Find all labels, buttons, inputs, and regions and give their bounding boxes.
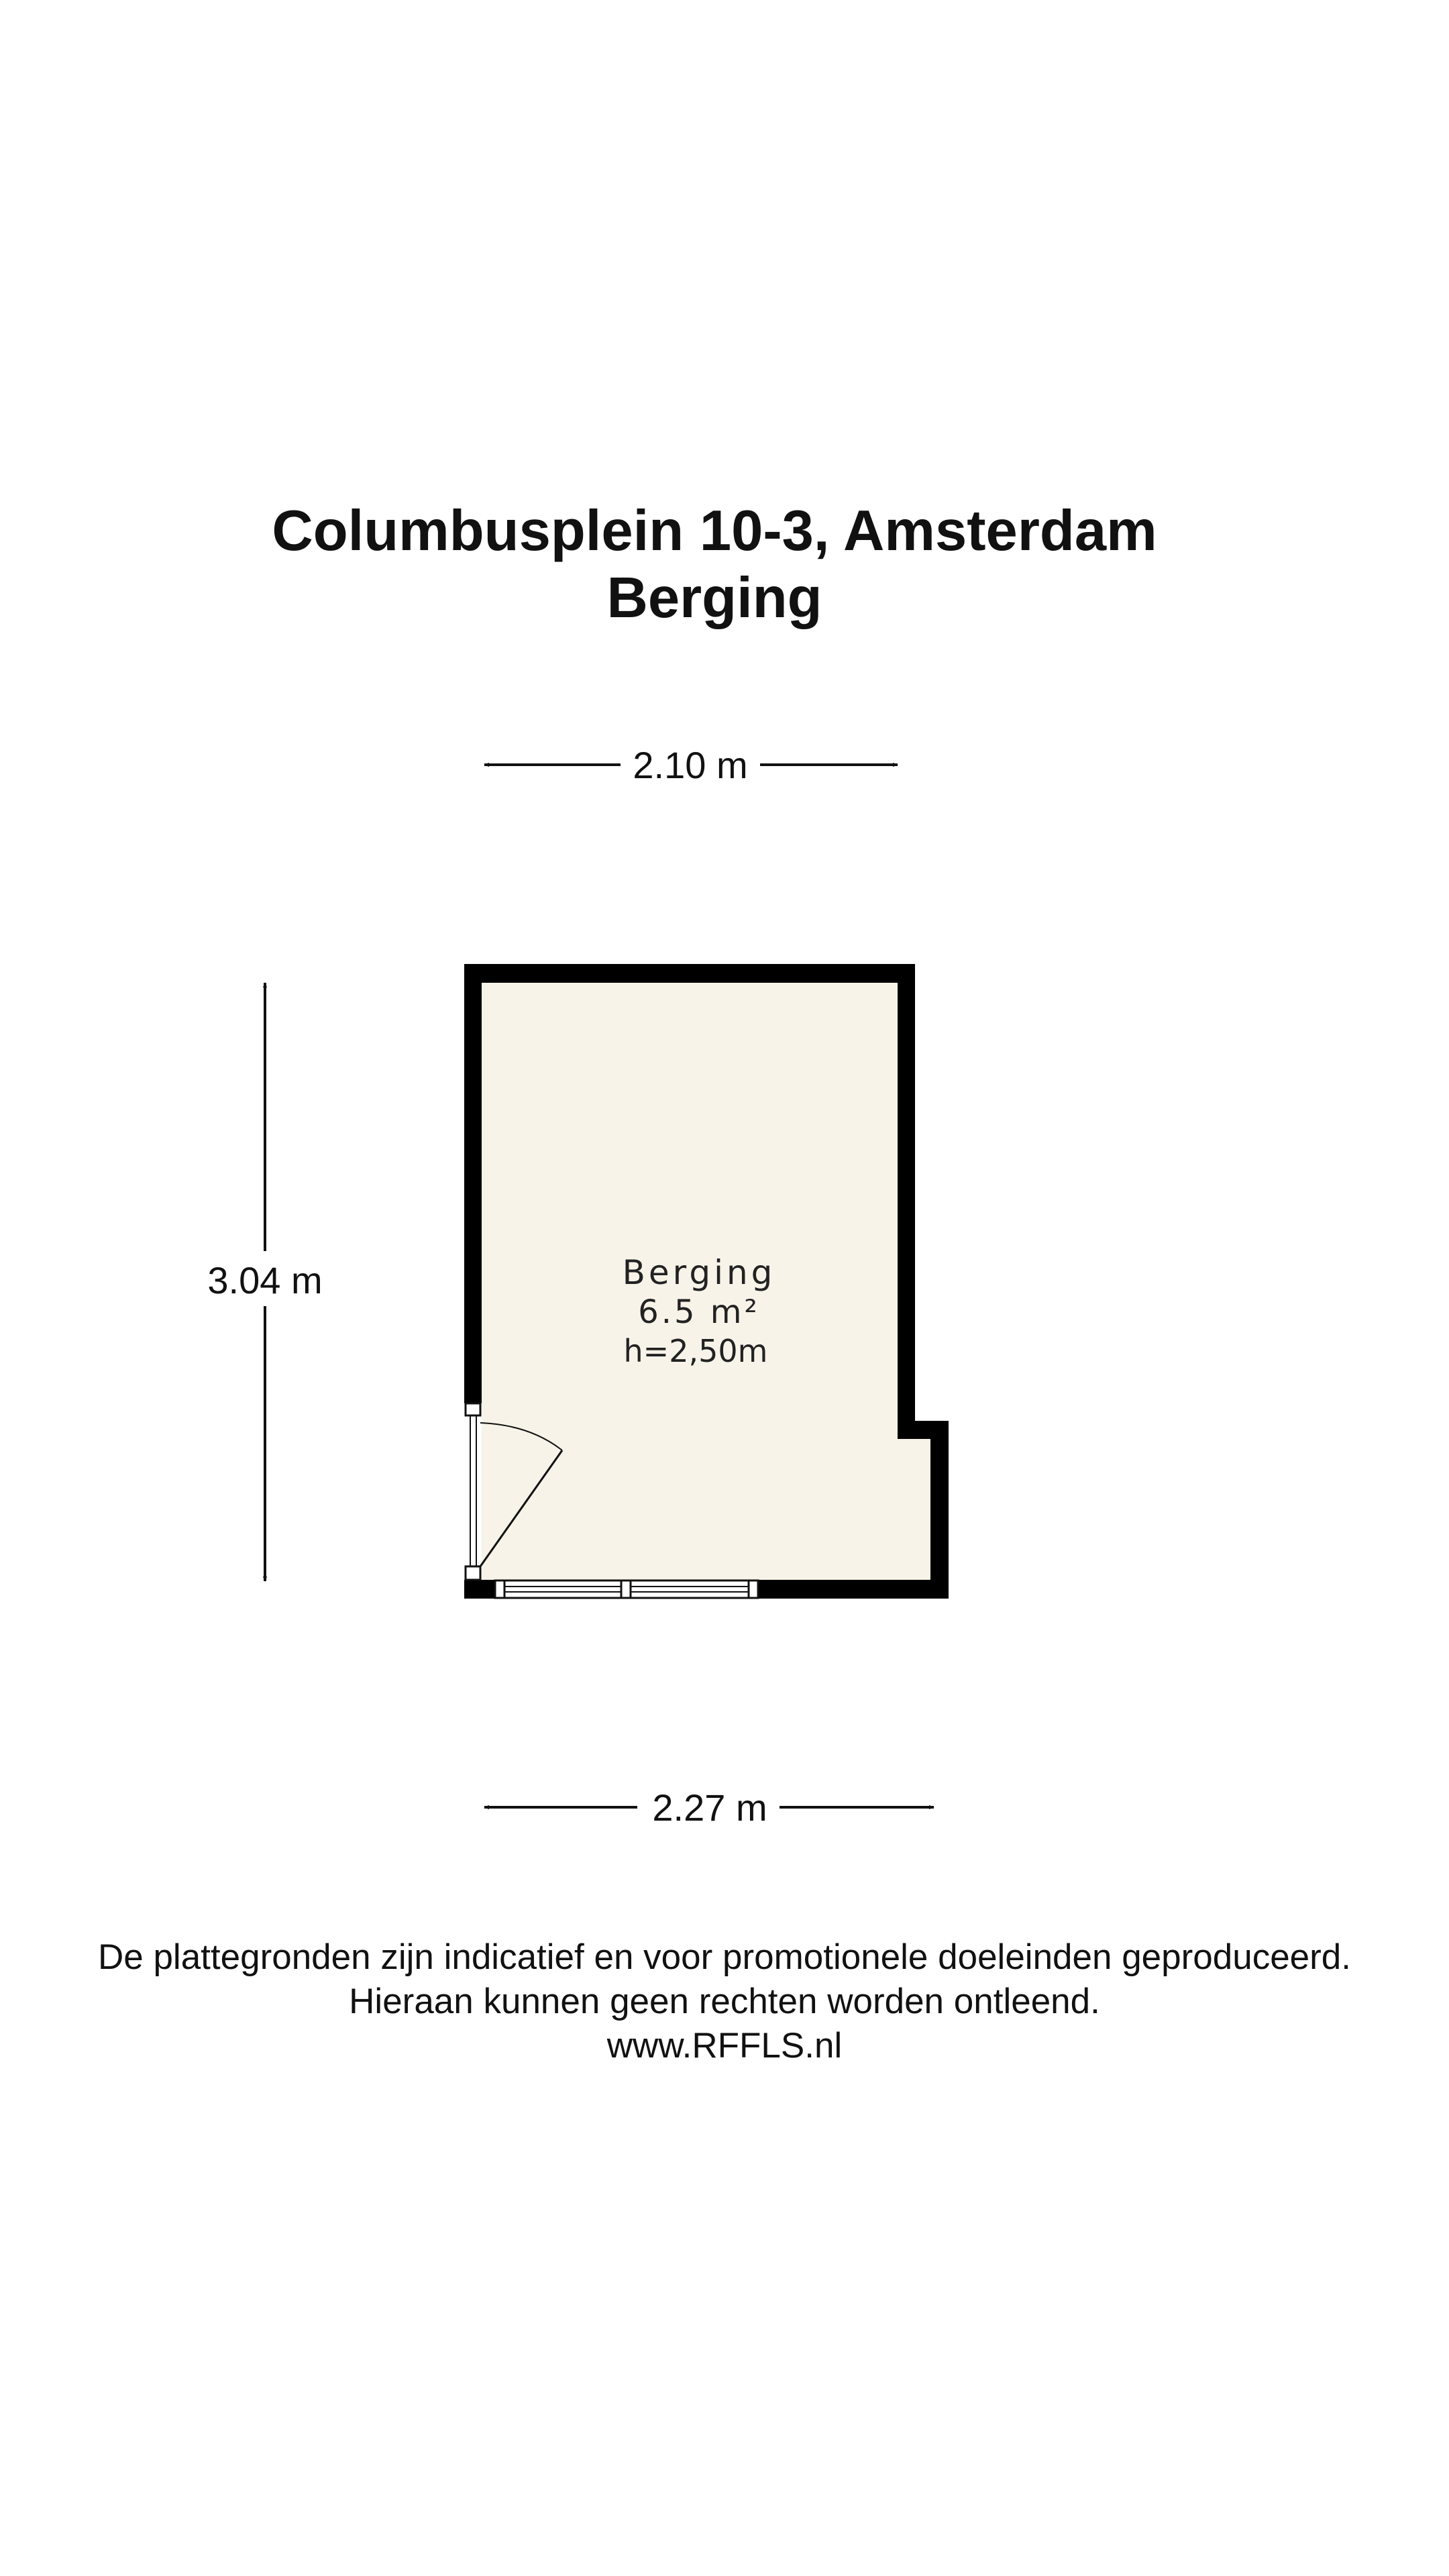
- wall-bottom-right: [758, 1580, 949, 1599]
- window-jamb-right: [749, 1580, 758, 1598]
- room-label: [623, 1253, 776, 1369]
- website-link[interactable]: www.RFFLS.nl: [606, 2026, 843, 2065]
- door-jamb-bottom: [466, 1566, 480, 1580]
- window-mullion: [621, 1580, 631, 1598]
- dimension-top-label: 2.10 m: [633, 744, 748, 786]
- dimension-left-label: 3.04 m: [207, 1259, 323, 1301]
- dimension-top: [484, 744, 898, 786]
- wall-top: [464, 964, 915, 983]
- dimension-left: [207, 983, 322, 1581]
- disclaimer-line-1: De plattegronden zijn indicatief en voor promotionele doeleinden geproduceerd.: [97, 1937, 1352, 1977]
- dimension-bottom: [484, 1786, 934, 1829]
- dimension-bottom-label: 2.27 m: [652, 1786, 767, 1829]
- window-bottom: [495, 1580, 758, 1598]
- wall-left-upper: [464, 964, 482, 1403]
- door-opening: [466, 1403, 480, 1580]
- disclaimer-line-2: Hieraan kunnen geen rechten worden ontleend.: [349, 1982, 1100, 2021]
- wall-bottom-left: [464, 1580, 495, 1599]
- room-area: 6.5 m²: [638, 1293, 760, 1331]
- wall-right-lower: [930, 1421, 949, 1599]
- floor-title: Berging: [606, 566, 822, 630]
- room-name: Berging: [622, 1253, 776, 1292]
- room-height: h=2,50m: [623, 1333, 768, 1369]
- disclaimer: [0, 1935, 1449, 2068]
- wall-right-upper: [898, 964, 915, 1434]
- window-jamb-left: [495, 1580, 504, 1598]
- door-jamb-top: [466, 1403, 480, 1415]
- address-title: Columbusplein 10-3, Amsterdam: [272, 499, 1157, 563]
